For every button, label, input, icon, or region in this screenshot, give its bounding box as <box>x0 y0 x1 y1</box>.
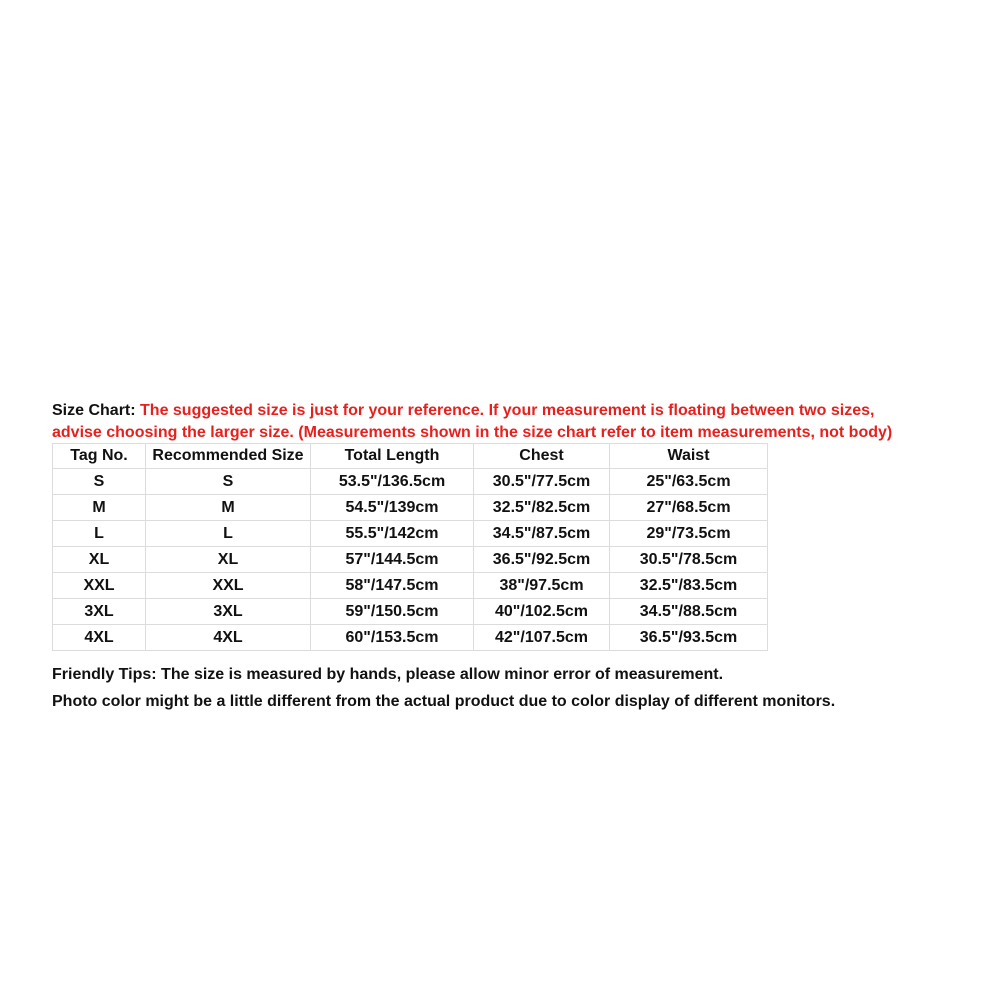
cell-waist: 27"/68.5cm <box>610 495 768 521</box>
cell-recommended-size: S <box>146 469 311 495</box>
header-recommended-size: Recommended Size <box>146 444 311 469</box>
cell-tag-no: M <box>53 495 146 521</box>
table-row <box>53 547 768 573</box>
cell-waist: 34.5"/88.5cm <box>610 599 768 625</box>
cell-tag-no: S <box>53 469 146 495</box>
cell-total-length: 54.5"/139cm <box>311 495 474 521</box>
cell-total-length: 59"/150.5cm <box>311 599 474 625</box>
cell-total-length: 53.5"/136.5cm <box>311 469 474 495</box>
cell-tag-no: XL <box>53 547 146 573</box>
header-chest: Chest <box>474 444 610 469</box>
intro-line-2 <box>52 422 992 444</box>
cell-chest: 40"/102.5cm <box>474 599 610 625</box>
cell-chest: 34.5"/87.5cm <box>474 521 610 547</box>
cell-total-length: 58"/147.5cm <box>311 573 474 599</box>
table-row <box>53 521 768 547</box>
cell-recommended-size: XXL <box>146 573 311 599</box>
cell-tag-no: XXL <box>53 573 146 599</box>
cell-recommended-size: M <box>146 495 311 521</box>
cell-chest: 36.5"/92.5cm <box>474 547 610 573</box>
cell-tag-no: 4XL <box>53 625 146 651</box>
cell-chest: 42"/107.5cm <box>474 625 610 651</box>
cell-total-length: 60"/153.5cm <box>311 625 474 651</box>
cell-chest: 32.5"/82.5cm <box>474 495 610 521</box>
size-chart-note-line-1: The suggested size is just for your reference. If your measurement is floating between two sizes, <box>140 402 875 419</box>
cell-waist: 32.5"/83.5cm <box>610 573 768 599</box>
size-chart-label: Size Chart: <box>52 402 141 419</box>
cell-total-length: 57"/144.5cm <box>311 547 474 573</box>
cell-total-length: 55.5"/142cm <box>311 521 474 547</box>
cell-recommended-size: XL <box>146 547 311 573</box>
cell-recommended-size: 4XL <box>146 625 311 651</box>
size-chart-note-line-2: advise choosing the larger size. (Measurements shown in the size chart refer to item measurements, not body) <box>52 424 893 441</box>
table-row <box>53 573 768 599</box>
friendly-tips <box>52 661 835 715</box>
cell-waist: 29"/73.5cm <box>610 521 768 547</box>
tips-line-1: Friendly Tips: The size is measured by hands, please allow minor error of measurement. <box>52 666 724 683</box>
intro-line-1 <box>52 400 992 422</box>
table-row <box>53 625 768 651</box>
cell-recommended-size: 3XL <box>146 599 311 625</box>
size-table <box>52 443 768 651</box>
table-row <box>53 495 768 521</box>
cell-waist: 36.5"/93.5cm <box>610 625 768 651</box>
cell-recommended-size: L <box>146 521 311 547</box>
table-row <box>53 469 768 495</box>
cell-waist: 25"/63.5cm <box>610 469 768 495</box>
header-tag-no: Tag No. <box>53 444 146 469</box>
size-chart-intro <box>52 400 992 444</box>
header-total-length: Total Length <box>311 444 474 469</box>
cell-tag-no: 3XL <box>53 599 146 625</box>
table-header-row <box>53 444 768 469</box>
tips-line-2: Photo color might be a little different from the actual product due to color display of different monitors. <box>52 693 836 710</box>
cell-chest: 30.5"/77.5cm <box>474 469 610 495</box>
cell-chest: 38"/97.5cm <box>474 573 610 599</box>
header-waist: Waist <box>610 444 768 469</box>
cell-waist: 30.5"/78.5cm <box>610 547 768 573</box>
cell-tag-no: L <box>53 521 146 547</box>
table-row <box>53 599 768 625</box>
